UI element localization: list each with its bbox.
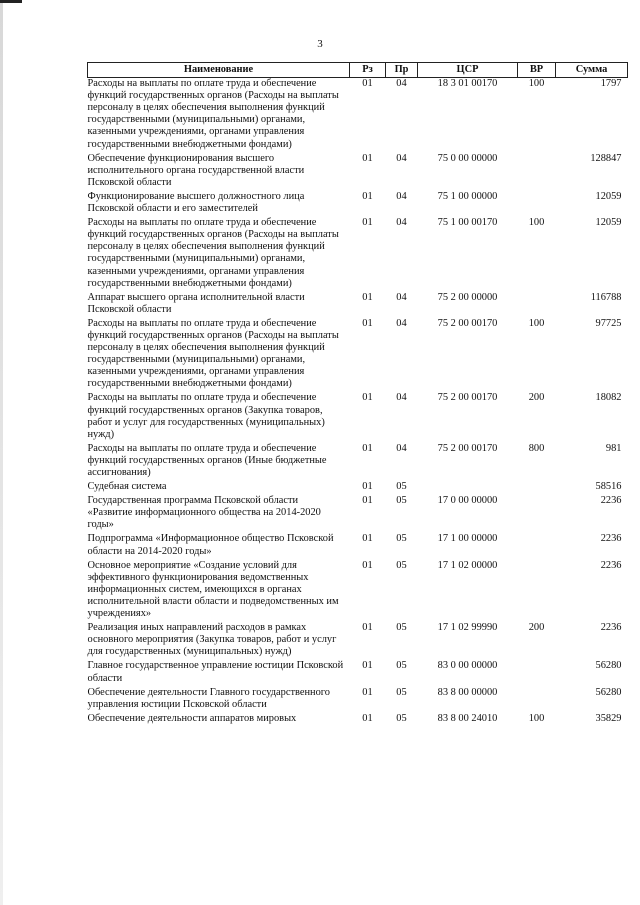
cell-name: Расходы на выплаты по оплате труда и обеспечение функций государственных органов (Расходы на выплаты персоналу в целях обеспечения выполнения функций государственными (муниципальными) органами, казенными учреждениями, органами управления государственными внебюджетными фондами) [87,78,339,150]
table-row [88,316,628,391]
table-row [88,479,628,493]
table-row [88,493,628,531]
table-row [88,711,628,725]
cell-vr: 100 [528,712,545,724]
cell-rz: 01 [362,190,373,202]
cell-vr [518,290,556,316]
cell-vr: 100 [528,78,545,90]
header-rz: Рз [350,63,386,78]
table-row [88,658,628,684]
cell-name: Подпрограмма «Информационное общество Псковской области на 2014-2020 годы» [87,533,334,557]
cell-sum: 12059 [595,217,622,229]
cell-rz: 01 [362,291,373,303]
cell-sum: 56280 [595,686,622,698]
cell-vr: 200 [528,622,545,634]
table-row [88,620,628,658]
cell-sum: 2236 [600,622,622,634]
cell-name: Функционирование высшего должностного лица Псковской области и его заместителей [87,190,305,215]
cell-name: Главное государственное управление юстиции Псковской области [87,660,344,684]
cell-vr [518,189,556,215]
cell-vr [518,479,556,493]
cell-rz: 01 [362,660,373,672]
cell-csr: 17 1 02 99990 [437,622,498,634]
table-row [88,685,628,711]
cell-csr: 75 1 00 00000 [437,190,498,202]
cell-rz: 01 [362,622,373,634]
cell-csr: 75 2 00 00170 [437,442,498,454]
cell-csr: 17 0 00 00000 [437,495,498,507]
table-row [88,290,628,316]
cell-rz: 01 [362,495,373,507]
table-row [88,531,628,557]
scan-edge [0,0,3,905]
cell-sum: 981 [605,442,622,454]
cell-name: Расходы на выплаты по оплате труда и обеспечение функций государственных органов (Закупка товаров, работ и услуг для государственных (муниципальных) нужд) [87,392,325,440]
cell-vr [518,531,556,557]
cell-csr: 83 8 00 24010 [437,712,498,724]
cell-vr [518,151,556,189]
table-row [88,215,628,290]
cell-rz: 01 [362,481,373,493]
cell-pr: 04 [396,317,407,329]
cell-rz: 01 [362,533,373,545]
cell-sum: 2236 [600,559,622,571]
cell-csr: 75 1 00 00170 [437,217,498,229]
cell-pr: 04 [396,442,407,454]
cell-name: Основное мероприятие «Создание условий для эффективного функционирования ведомственных информационных систем, имеющихся в органах исполнительной власти области и подведомственных им учреждениях» [87,559,339,620]
cell-name: Расходы на выплаты по оплате труда и обеспечение функций государственных органов (Расходы на выплаты персоналу в целях обеспечения выполнения функций государственными (муниципальными) органами, казенными учреждениями, органами управления государственными внебюджетными фондами) [87,217,339,289]
cell-csr [418,479,518,493]
cell-rz: 01 [362,217,373,229]
cell-csr: 75 2 00 00170 [437,392,498,404]
cell-pr: 05 [396,533,407,545]
cell-rz: 01 [362,686,373,698]
cell-rz: 01 [362,559,373,571]
cell-pr: 05 [396,686,407,698]
header-pr: Пр [386,63,418,78]
cell-name: Государственная программа Псковской области «Развитие информационного общества на 2014-2020 годы» [87,495,321,531]
table-row [88,78,628,151]
table-header-row [88,63,628,78]
cell-pr: 05 [396,495,407,507]
cell-sum: 97725 [595,317,622,329]
cell-csr: 75 0 00 00000 [437,152,498,164]
cell-name: Обеспечение функционирования высшего исполнительного органа государственной власти Псковской области [87,152,305,188]
cell-csr: 17 1 02 00000 [437,559,498,571]
cell-name: Расходы на выплаты по оплате труда и обеспечение функций государственных органов (Расходы на выплаты персоналу в целях обеспечения выполнения функций государственными (муниципальными) органами, казенными учреждениями, органами управления государственными внебюджетными фондами) [87,317,339,390]
cell-sum: 12059 [595,190,622,202]
cell-name: Аппарат высшего органа исполнительной власти Псковской области [87,291,305,315]
budget-table [87,62,628,725]
table-row [88,441,628,479]
cell-rz: 01 [362,442,373,454]
cell-pr: 04 [396,190,407,202]
cell-rz: 01 [362,712,373,724]
cell-name: Расходы на выплаты по оплате труда и обеспечение функций государственных органов (Иные бюджетные ассигнования) [87,442,327,478]
cell-csr: 17 1 00 00000 [437,533,498,545]
cell-pr: 04 [396,291,407,303]
cell-rz: 01 [362,78,373,90]
cell-vr [518,658,556,684]
cell-pr: 05 [396,622,407,634]
cell-rz: 01 [362,392,373,404]
cell-sum: 56280 [595,660,622,672]
cell-pr: 04 [396,392,407,404]
table-row [88,390,628,440]
cell-pr: 04 [396,152,407,164]
cell-pr: 04 [396,217,407,229]
cell-sum: 58516 [595,481,622,493]
table-row [88,558,628,620]
cell-sum: 2236 [600,533,622,545]
cell-sum: 2236 [600,495,622,507]
cell-csr: 75 2 00 00170 [437,317,498,329]
cell-vr: 200 [528,392,545,404]
cell-vr [518,685,556,711]
cell-rz: 01 [362,152,373,164]
cell-pr: 05 [396,660,407,672]
cell-vr [518,558,556,620]
cell-csr: 75 2 00 00000 [437,291,498,303]
cell-pr: 05 [396,712,407,724]
header-csr: ЦСР [418,63,518,78]
header-vr: ВР [518,63,556,78]
cell-pr: 04 [396,78,407,90]
header-name: Наименование [88,63,350,78]
cell-sum: 128847 [590,152,622,164]
cell-name: Обеспечение деятельности Главного государственного управления юстиции Псковской области [87,686,330,710]
cell-name: Реализация иных направлений расходов в рамках основного мероприятия (Закупка товаров, работ и услуг для государственных (муниципальных) нужд) [87,622,337,658]
cell-pr: 05 [396,481,407,493]
cell-csr: 83 8 00 00000 [437,686,498,698]
header-sum: Сумма [556,63,628,78]
table-row [88,151,628,189]
table-row [88,189,628,215]
cell-name: Судебная система [87,481,167,493]
cell-sum: 116788 [590,291,622,303]
cell-sum: 35829 [595,712,622,724]
cell-vr [518,493,556,531]
cell-sum: 18082 [595,392,622,404]
scan-mark [0,0,22,3]
cell-pr: 05 [396,559,407,571]
cell-csr: 83 0 00 00000 [437,660,498,672]
page-number: 3 [317,38,323,50]
cell-name: Обеспечение деятельности аппаратов мировых [87,712,297,724]
cell-vr: 800 [528,442,545,454]
cell-vr: 100 [528,217,545,229]
cell-vr: 100 [528,317,545,329]
cell-csr: 18 3 01 00170 [437,78,498,90]
cell-rz: 01 [362,317,373,329]
cell-sum: 1797 [600,78,622,90]
